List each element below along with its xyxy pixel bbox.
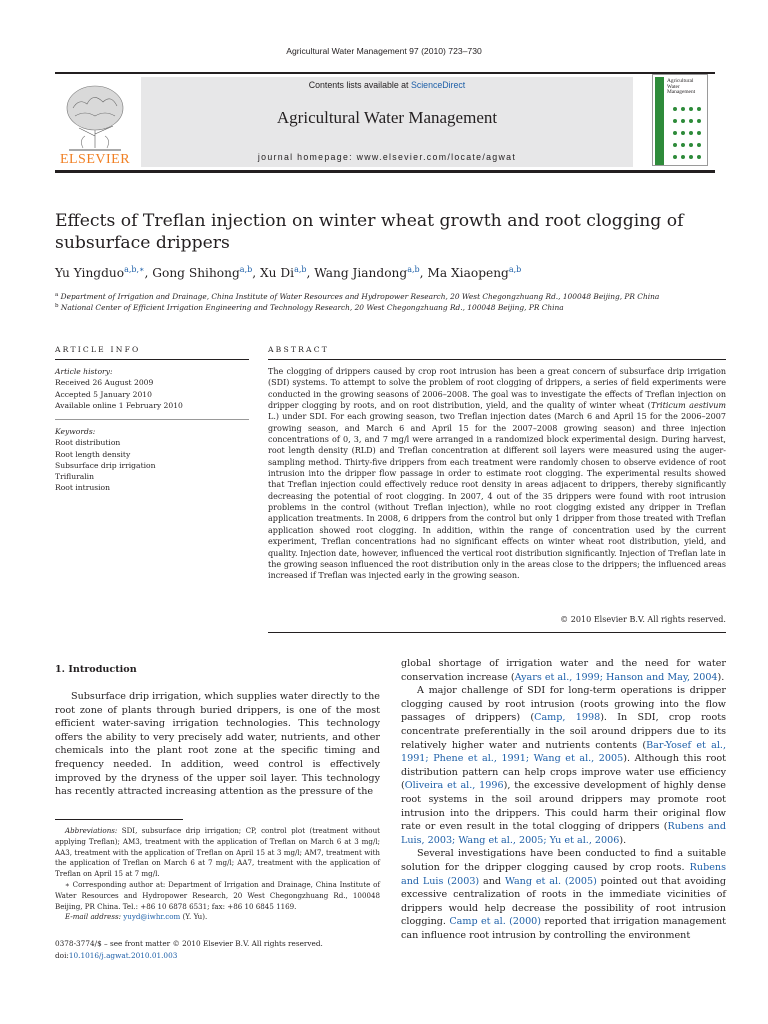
author-separator: , [252, 266, 260, 280]
journal-homepage[interactable]: journal homepage: www.elsevier.com/locate/agwat [257, 152, 517, 162]
text-run: global shortage of irrigation water and the need for water conservation increase ( [401, 658, 726, 683]
citation-link[interactable]: Bar-Yosef et al., 1991; Phene et al., 1991; Wang et al., 2005 [401, 739, 726, 765]
text-run: and [479, 875, 505, 887]
abstract-text [268, 366, 726, 582]
sciencedirect-link[interactable]: ScienceDirect [410, 80, 466, 90]
contents-prefix: Contents lists available at [308, 80, 411, 90]
author-name: Gong Shihong [152, 266, 240, 280]
citation-link[interactable]: Ayars et al., 1999; Hanson and May, 2004 [514, 671, 718, 683]
article-info-divider [55, 419, 249, 420]
keyword: Root length density [55, 449, 131, 459]
author-affiliation-marker[interactable]: a,b [294, 265, 307, 274]
keyword: Trifluralin [55, 472, 94, 482]
author-name: Wang Jiandong [314, 266, 408, 280]
history-label: Article history: [55, 367, 113, 376]
header-bottom-rule [55, 170, 715, 173]
column-2-paragraph-1 [401, 657, 726, 684]
keywords-block [55, 426, 255, 494]
article-info-rule [55, 359, 249, 360]
front-matter-meta [55, 938, 380, 961]
article-info-heading: ARTICLE INFO [55, 345, 141, 354]
text-run: ). [619, 834, 627, 846]
abbreviations-footnote [55, 826, 380, 880]
title-line-2: subsurface drippers [55, 233, 230, 253]
journal-reference: Agricultural Water Management 97 (2010) 723–730 [286, 46, 482, 56]
affiliation-b-text: National Center of Efficient Irrigation Engineering and Technology Research, 20 West Chegongzhuang Rd., 100048 Beijing, PR China [60, 303, 564, 312]
column-2-text [401, 657, 726, 942]
abbreviations-label: Abbreviations: [65, 826, 118, 835]
cover-title-line-1: Agricultural [667, 78, 694, 84]
corresponding-author-footnote: ∗ Corresponding author at: Department of Irrigation and Drainage, China Institute of Water Resources and Hydropower Research, 20 West Chegongzhuang Rd., 100048 Beijing, PR China. Tel.: +86 10 6878 6531; fax: +86 10 6845 1169. [55, 879, 380, 911]
journal-cover-thumbnail[interactable] [652, 74, 708, 166]
cover-title [667, 79, 707, 96]
accepted-date: Accepted 5 January 2010 [55, 389, 152, 399]
citation-link[interactable]: Oliveira et al., 1996 [404, 780, 504, 792]
abstract-part-2: L.) under SDI. For each growing season, two Treflan injection dates (March 6 and April 15 for the 2006–2007 growing season, and March 6 and April 15 for the 2007–2008 growing season) and three injection concentrations of 0, 3, and 7 mg/l were arranged in a randomized block experimental design. During harvest, root length density (RLD) and Treflan concentration at different soil layers were measured using the auger-sampling method. Thirty-five drippers from each treatment were randomly chosen to observe evidence of root intrusion into the dripper flow passage in order to estimate root clogging. The experimental results showed that Treflan injection could effectively reduce root density in areas adjacent to drippers, thereby significantly decreasing the potential of root clogging. In 2007, 4 out of the 35 drippers were found with root intrusion problems in the control (without Treflan injection), while no root clogging existed any dripper in Treflan application treatments. In 2008, 6 drippers from the control but only 1 dripper from those treated with Treflan application showed root clogging. In addition, within the range of concentration used by the current experiment, Treflan concentrations had no significant effects on winter wheat root distribution, yield, and quality. Injection date, however, influenced the vertical root distribution significantly. Injection of Treflan late in the growing season influenced the root distribution only in the areas close to the drippers; the influenced areas increased if Treflan was injected early in the growing season. [268, 412, 726, 581]
email-link[interactable]: yuyd@iwhr.com [123, 912, 181, 922]
keywords-label: Keywords: [55, 427, 96, 436]
abbreviations-text: SDI, subsurface drip irrigation; CP, control plot (treatment without applying Treflan); AM3, treatment with the application of Treflan on March 6 at 3 mg/l; AA3, treatment with the application of Treflan on April 15 at 3 mg/l; AM7, treatment with the application of Treflan on March 6 at 7 mg/l; AA7, treatment with the application of Treflan on April 15 at 7 mg/l. [55, 826, 380, 879]
text-run: Several investigations have been conducted to find a suitable solution for the dripper clogging caused by crop roots. [401, 848, 726, 873]
author-separator: , [306, 266, 315, 280]
contents-line [141, 80, 633, 90]
author-name: Xu Di [259, 266, 295, 280]
email-footnote [55, 912, 380, 923]
author-affiliation-marker[interactable]: a,b [407, 265, 420, 274]
keyword: Root intrusion [55, 483, 111, 493]
elsevier-wordmark: ELSEVIER [59, 152, 131, 167]
footnotes [55, 826, 380, 923]
affiliation-b-marker: b [55, 303, 59, 309]
journal-name: Agricultural Water Management [276, 108, 498, 127]
text-run: ), the excessive development of highly dense root systems in the soil around drippers may promote root intrusion into the drippers. This could harm their original flow rate or even result in the total clogging of drippers ( [401, 780, 726, 833]
affiliation-a-text: Department of Irrigation and Drainage, China Institute of Water Resources and Hydropower Research, 20 West Chegongzhuang Rd., 100048 Beijing, PR China [60, 292, 660, 301]
abstract-copyright: © 2010 Elsevier B.V. All rights reserved. [560, 615, 726, 624]
affiliation-a-marker: a [55, 292, 59, 298]
keyword: Root distribution [55, 438, 121, 448]
keyword: Subsurface drip irrigation [55, 460, 156, 470]
abstract-heading: ABSTRACT [268, 345, 330, 354]
received-date: Received 26 August 2009 [55, 378, 154, 388]
citation-link[interactable]: Rubens and Luis (2003) [401, 861, 726, 887]
doi-prefix: doi: [55, 950, 69, 960]
author-separator: , [144, 266, 153, 280]
footnote-rule [55, 819, 183, 820]
citation-link[interactable]: Rubens and Luis, 2003; Wang et al., 2005; Yu et al., 2006 [401, 821, 726, 846]
author-name: Ma Xiaopeng [427, 266, 509, 280]
author-name: Yu Yingduo [55, 266, 125, 280]
online-date: Available online 1 February 2010 [55, 400, 183, 410]
text-run: ). Although this root distribution pattern can help crops improve water use efficiency ( [401, 753, 726, 792]
author-affiliation-marker[interactable]: a,b [239, 265, 253, 274]
issn-line: 0378-3774/$ – see front matter © 2010 Elsevier B.V. All rights reserved. [55, 939, 323, 948]
article-history [55, 366, 255, 411]
text-run: pointed out that avoiding excessive centralization of roots in the immediate vicinities of drippers would help decrease the possibility of root intrusion clogging. [401, 875, 726, 928]
title-line-1: Effects of Treflan injection on winter wheat growth and root clogging of [55, 211, 684, 231]
text-run: A major challenge of SDI for long-term operations is dripper clogging caused by root intrusion (roots growing into the flow passages of drippers) ( [401, 685, 726, 724]
abstract-rule [268, 359, 726, 360]
citation-link[interactable]: Camp et al. (2000) [449, 916, 542, 928]
species-name: Triticum aestivum [650, 401, 727, 411]
abstract-part-1: The clogging of drippers caused by crop root intrusion has been a great concern of subsurface drip irrigation (SDI) systems. To attempt to solve the problem of root clogging of drippers, a series of field experiments were conducted in the growing seasons of 2006–2008. The goal was to investigate the effects of Treflan injection on dripper clogging by roots, and on root distribution, yield, and the quality of winter wheat ( [268, 367, 726, 411]
text-run: reported that irrigation management can influence root intrusion by controlling the environment [401, 916, 726, 941]
text-run: ). [717, 671, 725, 683]
text-run: ). In SDI, crop roots concentrate preferentially in the soil around drippers due to its relatively higher water and nutrients contents ( [401, 712, 726, 751]
doi-link[interactable]: 10.1016/j.agwat.2010.01.003 [68, 950, 178, 960]
author-separator: , [419, 266, 428, 280]
affiliation-a [55, 292, 715, 301]
abstract-bottom-rule [268, 632, 726, 633]
column-2-paragraph-3 [401, 847, 726, 942]
email-suffix: (Y. Yu). [180, 912, 208, 922]
citation-link[interactable]: Wang et al. (2005) [504, 875, 597, 887]
author-affiliation-marker[interactable]: a,b [508, 265, 522, 274]
doi-line [55, 950, 380, 962]
cover-title-line-2: Water Management [667, 83, 696, 96]
article-title [55, 210, 715, 254]
affiliation-b [55, 303, 715, 312]
header-top-rule [55, 72, 715, 74]
author-list [55, 265, 715, 280]
introduction-paragraph-1: Subsurface drip irrigation, which supplies water directly to the root zone of plants through buried drippers, is one of the most efficient water-saving irrigation technologies. This technology offers the ability to very precisely add water, nutrients, and other chemicals into the plant root zone at the specific timing and frequency needed. In addition, weed control is effectively improved by the dryness of the upper soil layer. This technology has recently attracted increasing attention as the pressure of the [55, 691, 380, 798]
author-affiliation-marker[interactable]: a,b,∗ [124, 265, 145, 274]
citation-link[interactable]: Camp, 1998 [534, 712, 601, 724]
introduction-heading: 1. Introduction [55, 664, 137, 675]
column-2-paragraph-2 [401, 684, 726, 847]
email-label: E-mail address: [65, 912, 122, 922]
